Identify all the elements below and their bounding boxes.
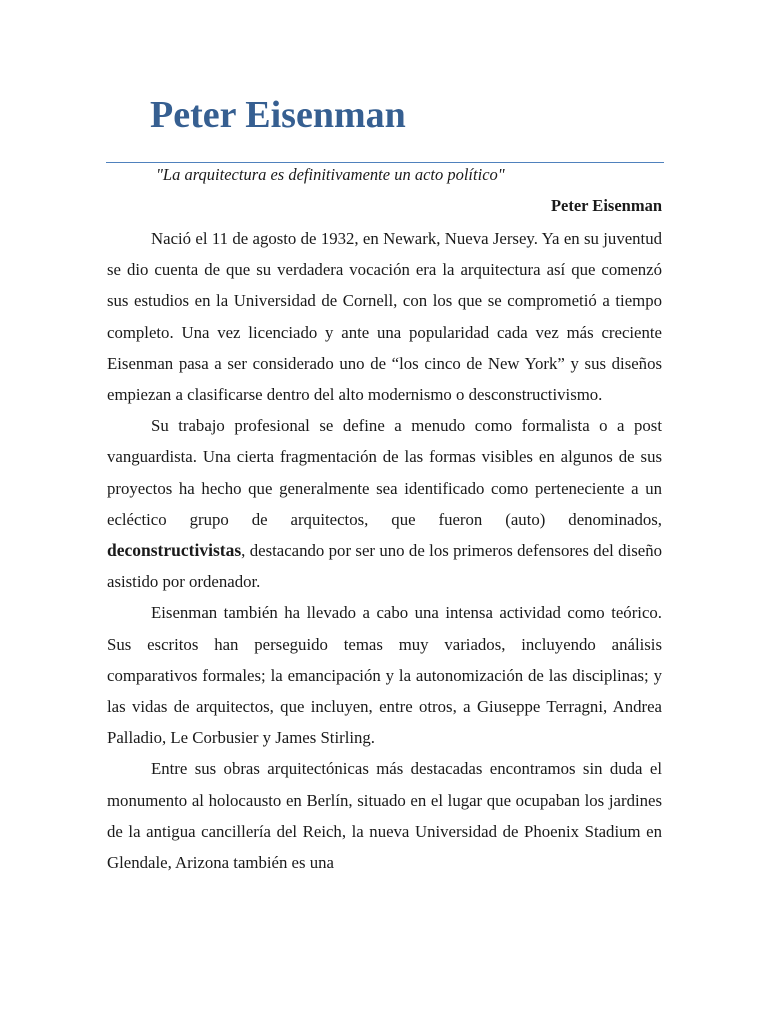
paragraph-2-end: , destacando por ser uno de los primeros defensores del diseño asistido por ordenador. xyxy=(107,541,662,592)
paragraph-3: Eisenman también ha llevado a cabo una intensa actividad como teórico. Sus escritos han perseguido temas muy variados, incluyendo análisis comparativos formales; la emancipación y la autonomización de las disciplinas; y las vidas de arquitectos, que incluyen, entre otros, a Giuseppe Terragni, Andrea Palladio, Le Corbusier y James Stirling. xyxy=(107,603,662,748)
deconstructivistas-term: deconstructivistas xyxy=(107,540,242,561)
epigraph-quote: "La arquitectura es definitivamente un acto político" xyxy=(156,165,505,184)
paragraph-2-start: Su trabajo profesional se define a menudo como formalista o a post vanguardista. Una cierta fragmentación de las formas visibles en algunos de sus proyectos ha hecho que generalmente sea identificado como perteneciente a un ecléctico grupo de arquitectos, que fueron (auto) denominados, xyxy=(107,416,662,529)
paragraph-4: Entre sus obras arquitectónicas más destacadas encontramos sin duda el monumento al holocausto en Berlín, situado en el lugar que ocupaban los jardines de la antigua cancillería del Reich, la nueva Universidad de Phoenix Stadium en Glendale, Arizona también es una xyxy=(107,759,662,873)
page-title: Peter Eisenman xyxy=(150,94,406,136)
body-text xyxy=(107,223,662,878)
title-underline xyxy=(106,162,664,163)
paragraph-1: Nació el 11 de agosto de 1932, en Newark, Nueva Jersey. Ya en su juventud se dio cuenta de que su verdadera vocación era la arquitectura así que comenzó sus estudios en la Universidad de Cornell, con los que se comprometió a tiempo completo. Una vez licenciado y ante una popularidad cada vez más creciente Eisenman pasa a ser considerado uno de “los cinco de New York” y sus diseños empiezan a clasificarse dentro del alto modernismo o desconstructivismo. xyxy=(107,229,662,405)
quote-author: Peter Eisenman xyxy=(550,196,662,215)
paragraph-2 xyxy=(107,410,662,597)
